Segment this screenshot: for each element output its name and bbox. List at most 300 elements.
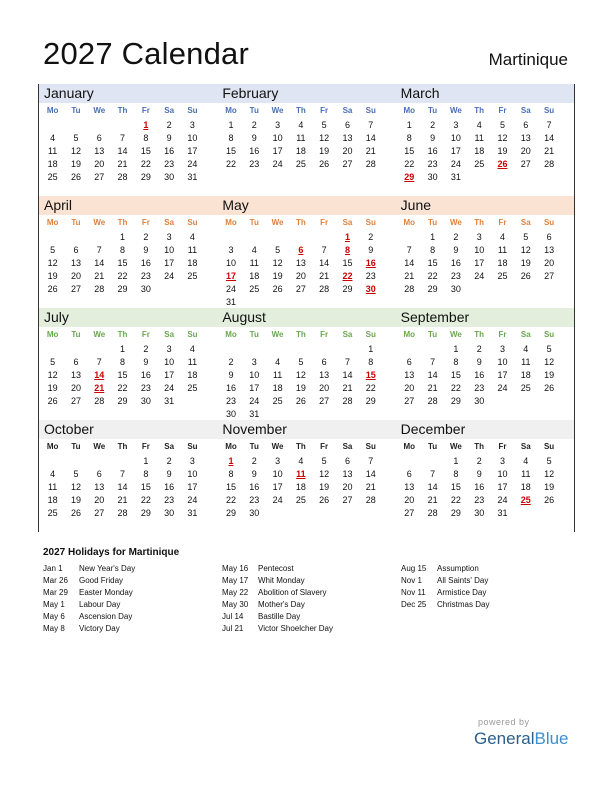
- day-cell: 29: [450, 508, 461, 518]
- holiday-name: Victory Day: [79, 624, 120, 633]
- weekday-label: Fr: [320, 218, 329, 227]
- day-cell: 29: [117, 284, 128, 294]
- weekday-label: Mo: [46, 442, 59, 451]
- day-cell: 16: [164, 482, 175, 492]
- month-name: December: [396, 420, 574, 439]
- day-cell: 7: [368, 120, 374, 130]
- weekday-header: [396, 103, 574, 119]
- day-cell: 30: [249, 508, 260, 518]
- holiday-day-cell: 26: [497, 159, 508, 169]
- day-cell: 7: [344, 357, 350, 367]
- week-row: [39, 119, 217, 132]
- day-cell: 16: [140, 370, 151, 380]
- day-cell: 29: [225, 508, 236, 518]
- day-cell: 18: [187, 370, 198, 380]
- day-cell: 31: [225, 297, 236, 307]
- day-cell: 6: [546, 232, 552, 242]
- day-cell: 23: [450, 271, 461, 281]
- day-cell: 25: [47, 508, 58, 518]
- weekday-label: Fr: [141, 106, 150, 115]
- day-cell: 13: [520, 133, 531, 143]
- day-cell: 28: [544, 159, 555, 169]
- day-cell: 27: [520, 159, 531, 169]
- week-row: [217, 395, 395, 408]
- holiday-date: Jul 14: [222, 612, 244, 621]
- day-cell: 1: [453, 456, 459, 466]
- week-row: [396, 395, 574, 408]
- day-cell: 19: [70, 159, 81, 169]
- day-cell: 28: [365, 495, 376, 505]
- day-cell: 3: [228, 245, 234, 255]
- day-cell: 25: [47, 172, 58, 182]
- day-cell: 29: [140, 508, 151, 518]
- day-cell: 13: [404, 482, 415, 492]
- day-cell: 19: [544, 370, 555, 380]
- holiday-entry: [222, 587, 333, 599]
- day-cell: 7: [120, 133, 126, 143]
- day-cell: 8: [228, 133, 234, 143]
- week-row: [217, 270, 395, 283]
- day-cell: 6: [73, 357, 79, 367]
- holiday-name: Ascension Day: [79, 612, 133, 621]
- day-cell: 26: [544, 495, 555, 505]
- day-cell: 31: [187, 172, 198, 182]
- weekday-label: Sa: [520, 330, 531, 339]
- day-cell: 11: [47, 482, 58, 492]
- day-cell: 3: [275, 120, 281, 130]
- weekday-label: Th: [295, 330, 306, 339]
- day-cell: 7: [430, 469, 436, 479]
- day-cell: 4: [50, 469, 56, 479]
- day-cell: 10: [474, 245, 485, 255]
- week-row: [217, 132, 395, 145]
- day-cell: 23: [427, 159, 438, 169]
- day-cell: 1: [430, 232, 436, 242]
- weekday-header: [39, 327, 217, 343]
- day-cell: 28: [117, 508, 128, 518]
- day-cell: 14: [342, 370, 353, 380]
- weekday-label: Sa: [164, 218, 175, 227]
- holiday-column: [222, 563, 333, 635]
- day-cell: 10: [272, 133, 283, 143]
- day-cell: 30: [140, 284, 151, 294]
- month-name: June: [396, 196, 574, 215]
- weekday-label: Th: [295, 106, 306, 115]
- day-cell: 15: [117, 258, 128, 268]
- week-row: [217, 468, 395, 481]
- weekday-label: Mo: [225, 330, 237, 339]
- week-row: [396, 356, 574, 369]
- day-cell: 26: [520, 271, 531, 281]
- day-cell: 22: [117, 383, 128, 393]
- day-cell: [64, 231, 87, 244]
- day-cell: 11: [47, 146, 58, 156]
- weekday-label: We: [271, 330, 284, 339]
- day-cell: 9: [143, 245, 149, 255]
- month-july: [39, 308, 217, 420]
- day-cell: [111, 455, 134, 468]
- day-cell: 26: [295, 396, 306, 406]
- week-row: [39, 283, 217, 296]
- day-cell: 10: [187, 469, 198, 479]
- day-cell: [514, 507, 537, 520]
- day-cell: [289, 343, 312, 356]
- day-cell: 18: [187, 258, 198, 268]
- holiday-entry: [43, 611, 135, 623]
- weekday-label: Sa: [520, 218, 531, 227]
- day-cell: 26: [319, 495, 330, 505]
- holiday-name: Abolition of Slavery: [258, 588, 327, 597]
- day-cell: 15: [117, 370, 128, 380]
- day-cell: 3: [275, 456, 281, 466]
- day-cell: 12: [295, 370, 306, 380]
- holiday-day-cell: 29: [404, 172, 415, 182]
- day-cell: 31: [164, 396, 175, 406]
- weekday-label: Sa: [164, 106, 175, 115]
- day-cell: 18: [474, 146, 485, 156]
- day-cell: 16: [249, 146, 260, 156]
- day-cell: 5: [546, 456, 552, 466]
- weekday-label: Tu: [428, 442, 438, 451]
- day-cell: 5: [499, 120, 505, 130]
- day-cell: [181, 283, 204, 296]
- holiday-name: All Saints' Day: [437, 576, 489, 585]
- day-cell: 20: [404, 495, 415, 505]
- day-cell: 15: [225, 146, 236, 156]
- day-cell: 24: [474, 271, 485, 281]
- day-cell: [514, 283, 537, 296]
- day-cell: 11: [521, 469, 531, 479]
- day-cell: 9: [251, 469, 257, 479]
- weekday-label: Fr: [498, 330, 507, 339]
- day-cell: 18: [520, 370, 531, 380]
- day-cell: 2: [430, 120, 436, 130]
- day-cell: 18: [47, 495, 58, 505]
- holiday-name: Bastille Day: [258, 612, 301, 621]
- day-cell: 9: [143, 357, 149, 367]
- holiday-date: May 22: [222, 588, 249, 597]
- day-cell: 5: [73, 133, 79, 143]
- month-name: January: [39, 84, 217, 103]
- day-cell: [537, 171, 560, 184]
- day-cell: 1: [228, 120, 234, 130]
- day-cell: 22: [225, 159, 236, 169]
- day-cell: [289, 507, 312, 520]
- day-cell: 3: [499, 344, 505, 354]
- day-cell: 30: [164, 508, 175, 518]
- day-cell: 19: [544, 482, 555, 492]
- day-cell: 16: [164, 146, 175, 156]
- week-row: [39, 455, 217, 468]
- weekday-label: Th: [474, 218, 485, 227]
- weekday-label: Su: [543, 330, 555, 339]
- day-cell: [219, 343, 242, 356]
- day-cell: 25: [295, 495, 306, 505]
- day-cell: 5: [50, 245, 56, 255]
- holiday-name: Assumption: [437, 564, 479, 573]
- day-cell: 6: [406, 469, 412, 479]
- day-cell: 22: [117, 271, 128, 281]
- day-cell: 12: [520, 245, 531, 255]
- day-cell: 19: [319, 482, 330, 492]
- week-row: [217, 343, 395, 356]
- holiday-day-cell: 21: [94, 383, 105, 393]
- day-cell: 17: [272, 146, 283, 156]
- holiday-day-cell: 1: [143, 120, 149, 130]
- week-row: [217, 507, 395, 520]
- day-cell: 22: [450, 495, 461, 505]
- day-cell: 4: [523, 344, 529, 354]
- holiday-date: May 17: [222, 576, 249, 585]
- day-cell: 2: [143, 232, 149, 242]
- day-cell: 26: [544, 383, 555, 393]
- day-cell: 14: [404, 258, 415, 268]
- month-name: April: [39, 196, 217, 215]
- day-cell: 15: [404, 146, 415, 156]
- day-cell: 14: [365, 133, 376, 143]
- holiday-date: May 8: [43, 624, 65, 633]
- day-cell: 20: [94, 159, 105, 169]
- powered-by-label: powered by: [478, 717, 530, 727]
- holiday-name: Whit Monday: [258, 576, 305, 585]
- week-row: [396, 270, 574, 283]
- holiday-column: [401, 563, 489, 611]
- day-cell: 3: [189, 456, 195, 466]
- day-cell: 22: [140, 159, 151, 169]
- day-cell: 30: [450, 284, 461, 294]
- day-cell: 2: [166, 120, 172, 130]
- day-cell: [336, 343, 359, 356]
- day-cell: 29: [117, 396, 128, 406]
- day-cell: 10: [187, 133, 198, 143]
- day-cell: 10: [164, 357, 175, 367]
- day-cell: 27: [94, 508, 105, 518]
- day-cell: 13: [70, 258, 81, 268]
- week-row: [39, 171, 217, 184]
- week-row: [39, 343, 217, 356]
- holiday-entry: [401, 563, 489, 575]
- day-cell: 27: [319, 396, 330, 406]
- week-row: [396, 343, 574, 356]
- day-cell: 25: [474, 159, 485, 169]
- holiday-day-cell: 1: [228, 456, 234, 466]
- week-row: [217, 382, 395, 395]
- day-cell: 3: [251, 357, 257, 367]
- day-cell: 4: [251, 245, 257, 255]
- day-cell: 11: [272, 370, 283, 380]
- day-cell: 13: [319, 370, 330, 380]
- day-cell: 30: [427, 172, 438, 182]
- weekday-label: Su: [365, 106, 376, 115]
- day-cell: 2: [166, 456, 172, 466]
- day-cell: 13: [70, 370, 81, 380]
- day-cell: 30: [164, 172, 175, 182]
- week-row: [396, 283, 574, 296]
- day-cell: 1: [120, 232, 126, 242]
- day-cell: 20: [319, 383, 330, 393]
- day-cell: [64, 119, 87, 132]
- holiday-date: May 6: [43, 612, 65, 621]
- holiday-entry: [43, 623, 135, 635]
- day-cell: 27: [342, 495, 353, 505]
- week-row: [217, 257, 395, 270]
- day-cell: 9: [368, 245, 374, 255]
- weekday-label: Tu: [71, 106, 81, 115]
- day-cell: [243, 231, 266, 244]
- brand-logo[interactable]: [474, 729, 569, 749]
- day-cell: 24: [187, 159, 198, 169]
- day-cell: 2: [251, 456, 257, 466]
- day-cell: 12: [47, 370, 58, 380]
- week-row: [396, 257, 574, 270]
- day-cell: [421, 455, 444, 468]
- holiday-entry: [401, 599, 489, 611]
- day-cell: 28: [94, 396, 105, 406]
- weekday-label: Su: [543, 106, 555, 115]
- weekday-label: We: [449, 106, 462, 115]
- day-cell: 23: [225, 396, 236, 406]
- day-cell: 19: [497, 146, 508, 156]
- weekday-label: Fr: [320, 442, 329, 451]
- holiday-day-cell: 1: [344, 232, 350, 242]
- holiday-entry: [43, 587, 135, 599]
- day-cell: 14: [319, 258, 330, 268]
- day-cell: 19: [319, 146, 330, 156]
- week-row: [396, 145, 574, 158]
- day-cell: 24: [164, 383, 175, 393]
- day-cell: 18: [520, 482, 531, 492]
- month-name: September: [396, 308, 574, 327]
- day-cell: 24: [497, 495, 508, 505]
- weekday-label: Tu: [428, 106, 438, 115]
- month-january: [39, 84, 217, 196]
- week-row: [39, 382, 217, 395]
- weekday-label: Sa: [164, 330, 175, 339]
- weekday-label: Fr: [320, 106, 329, 115]
- day-cell: 4: [275, 357, 281, 367]
- day-cell: 19: [520, 258, 531, 268]
- day-cell: 1: [120, 344, 126, 354]
- holiday-day-cell: 25: [520, 495, 531, 505]
- weekday-label: We: [93, 442, 106, 451]
- day-cell: 3: [189, 120, 195, 130]
- day-cell: [398, 231, 421, 244]
- weekday-label: Mo: [403, 218, 416, 227]
- day-cell: 12: [319, 469, 330, 479]
- day-cell: 8: [143, 469, 149, 479]
- week-row: [39, 231, 217, 244]
- holiday-entry: [401, 575, 489, 587]
- day-cell: 13: [544, 245, 555, 255]
- holiday-entry: [222, 611, 333, 623]
- holiday-day-cell: 14: [94, 370, 105, 380]
- day-cell: [266, 507, 289, 520]
- day-cell: [313, 507, 336, 520]
- day-cell: 9: [430, 133, 436, 143]
- day-cell: 9: [251, 133, 257, 143]
- day-cell: 4: [189, 232, 195, 242]
- day-cell: 8: [430, 245, 436, 255]
- day-cell: 5: [321, 120, 327, 130]
- day-cell: 14: [427, 370, 438, 380]
- month-name: November: [217, 420, 395, 439]
- day-cell: 25: [187, 383, 198, 393]
- day-cell: 6: [344, 456, 350, 466]
- week-row: [396, 468, 574, 481]
- holiday-name: Pentecost: [258, 564, 294, 573]
- day-cell: [64, 455, 87, 468]
- day-cell: 24: [164, 271, 175, 281]
- day-cell: [41, 119, 64, 132]
- weekday-label: Sa: [342, 218, 353, 227]
- weekday-label: Tu: [249, 330, 259, 339]
- week-row: [39, 145, 217, 158]
- day-cell: [219, 231, 242, 244]
- month-april: [39, 196, 217, 308]
- day-cell: 5: [523, 232, 529, 242]
- day-cell: 22: [404, 159, 415, 169]
- day-cell: 16: [140, 258, 151, 268]
- day-cell: 17: [497, 370, 508, 380]
- day-cell: 18: [497, 258, 508, 268]
- weekday-label: Sa: [164, 442, 175, 451]
- week-row: [217, 356, 395, 369]
- day-cell: 24: [497, 383, 508, 393]
- weekday-label: Th: [474, 442, 485, 451]
- day-cell: 4: [298, 456, 304, 466]
- weekday-label: Mo: [46, 218, 59, 227]
- day-cell: 7: [321, 245, 327, 255]
- day-cell: [398, 455, 421, 468]
- day-cell: 29: [342, 284, 353, 294]
- holiday-entry: [43, 563, 135, 575]
- weekday-label: We: [93, 106, 106, 115]
- weekday-label: Tu: [428, 218, 438, 227]
- week-row: [217, 119, 395, 132]
- day-cell: 19: [47, 271, 58, 281]
- holiday-date: May 30: [222, 600, 249, 609]
- weekday-label: Tu: [249, 218, 259, 227]
- day-cell: 4: [523, 456, 529, 466]
- day-cell: 18: [295, 146, 306, 156]
- day-cell: [398, 343, 421, 356]
- weekday-label: We: [449, 330, 462, 339]
- weekday-header: [217, 215, 395, 231]
- weekday-header: [396, 439, 574, 455]
- day-cell: [41, 343, 64, 356]
- day-cell: 7: [368, 456, 374, 466]
- country-name: Martinique: [488, 50, 568, 69]
- day-cell: 31: [187, 508, 198, 518]
- day-cell: 28: [404, 284, 415, 294]
- day-cell: 30: [474, 508, 485, 518]
- holiday-day-cell: 30: [365, 284, 376, 294]
- day-cell: [537, 283, 560, 296]
- week-row: [396, 158, 574, 171]
- weekday-label: Fr: [141, 442, 150, 451]
- weekday-label: We: [93, 330, 106, 339]
- day-cell: 24: [272, 495, 283, 505]
- month-june: [396, 196, 574, 308]
- holiday-day-cell: 15: [365, 370, 376, 380]
- week-row: [217, 494, 395, 507]
- holiday-date: Nov 1: [401, 576, 422, 585]
- day-cell: 26: [70, 508, 81, 518]
- day-cell: 26: [272, 284, 283, 294]
- day-cell: 23: [474, 383, 485, 393]
- day-cell: 24: [225, 284, 236, 294]
- day-cell: 13: [94, 146, 105, 156]
